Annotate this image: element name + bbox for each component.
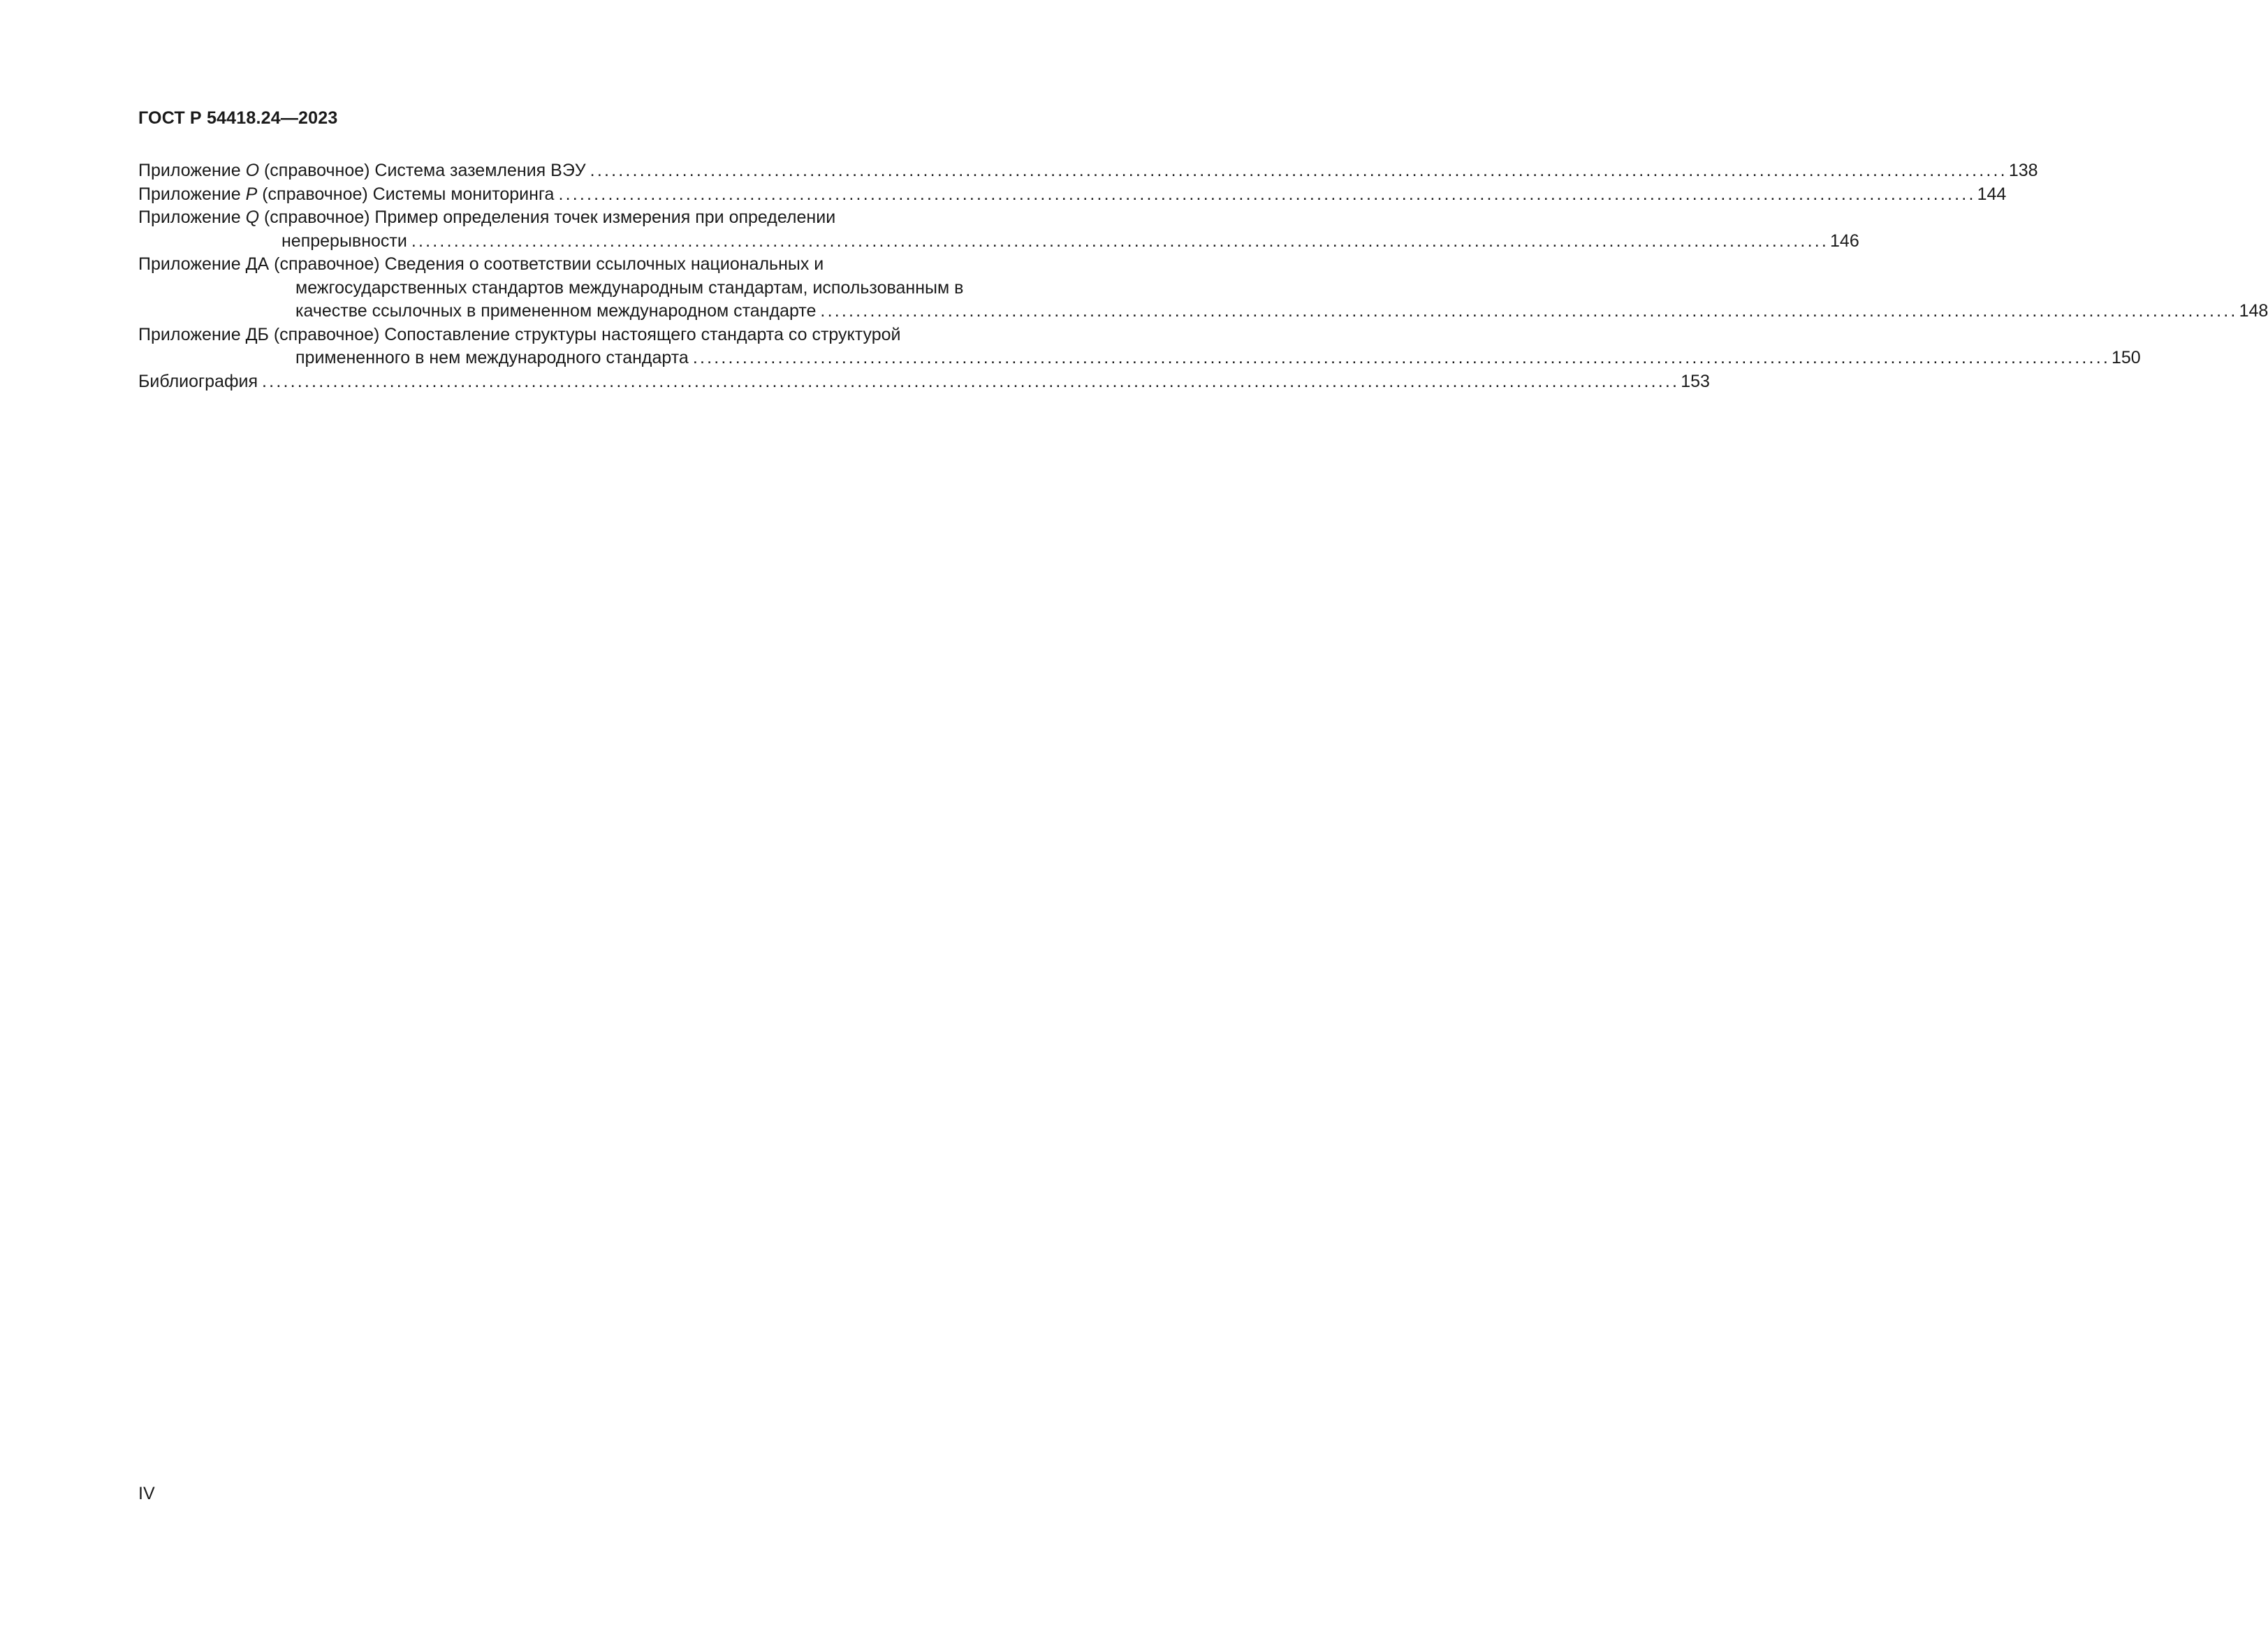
- toc-entry-appendix-p[interactable]: [138, 183, 2007, 207]
- toc-line-continued: [138, 347, 2141, 370]
- toc-title: (справочное) Системы мониторинга: [257, 184, 555, 204]
- toc-line: [138, 323, 1080, 347]
- toc-entry-appendix-da[interactable]: [138, 253, 2268, 323]
- toc-title: (справочное) Пример определения точек измерения при определении: [259, 207, 836, 227]
- toc-appendix-letter: Q: [245, 207, 260, 227]
- toc-prefix: Приложение: [138, 207, 246, 227]
- toc-title-continued: межгосударственных стандартов международным стандартам, использованным в: [295, 277, 964, 298]
- table-of-contents: [138, 159, 2268, 393]
- toc-leader-dots: ........................................................................................................................................................................................................: [590, 161, 2007, 180]
- toc-line: [138, 159, 2038, 183]
- toc-line: [138, 370, 1710, 394]
- toc-page-number: 146: [1830, 231, 1859, 251]
- toc-title-continued: примененного в нем международного стандарта: [295, 348, 689, 367]
- toc-entry-title: Библиография: [138, 371, 258, 391]
- page-number: IV: [138, 1484, 155, 1503]
- toc-prefix: Приложение: [138, 184, 246, 204]
- toc-line-continued: [138, 277, 1080, 300]
- toc-page-number: 144: [1977, 184, 2007, 204]
- toc-leader-dots: ........................................................................................................................................................................................................: [262, 371, 1680, 391]
- toc-entry-title: [138, 159, 586, 183]
- toc-entry-appendix-o[interactable]: [138, 159, 2038, 183]
- toc-line: [138, 206, 1080, 230]
- toc-prefix: Приложение: [138, 161, 246, 180]
- toc-leader-dots: ........................................................................................................................................................................................................: [692, 348, 2110, 367]
- toc-leader-dots: ........................................................................................................................................................................................................: [820, 301, 2238, 321]
- toc-entry-appendix-q[interactable]: [138, 206, 1859, 253]
- toc-title-continued: качестве ссылочных в примененном международном стандарте: [295, 301, 817, 321]
- toc-page-number: 138: [2008, 161, 2038, 180]
- toc-page-number: 148: [2239, 301, 2268, 321]
- toc-entry-title: Приложение ДБ (справочное) Сопоставление структуры настоящего стандарта со структурой: [138, 324, 901, 344]
- toc-entry-bibliography[interactable]: [138, 370, 1710, 394]
- toc-line-continued: [138, 230, 1859, 254]
- toc-line: [138, 253, 1080, 277]
- toc-page-number: 150: [2112, 348, 2141, 367]
- toc-line-continued: [138, 300, 2268, 323]
- toc-leader-dots: ........................................................................................................................................................................................................: [411, 231, 1829, 251]
- toc-title-continued: непрерывности: [281, 231, 407, 251]
- toc-entry-appendix-db[interactable]: [138, 323, 2141, 370]
- toc-page-number: 153: [1681, 371, 1710, 391]
- toc-entry-title: [138, 206, 835, 230]
- toc-title: (справочное) Система заземления ВЭУ: [259, 161, 586, 180]
- toc-leader-dots: ........................................................................................................................................................................................................: [558, 184, 1976, 204]
- toc-appendix-letter: O: [245, 161, 260, 180]
- toc-entry-title: Приложение ДА (справочное) Сведения о соответствии ссылочных национальных и: [138, 254, 824, 274]
- toc-entry-title: [138, 183, 554, 207]
- toc-appendix-letter: P: [245, 184, 258, 204]
- document-code: ГОСТ Р 54418.24—2023: [138, 108, 338, 128]
- toc-line: [138, 183, 2007, 207]
